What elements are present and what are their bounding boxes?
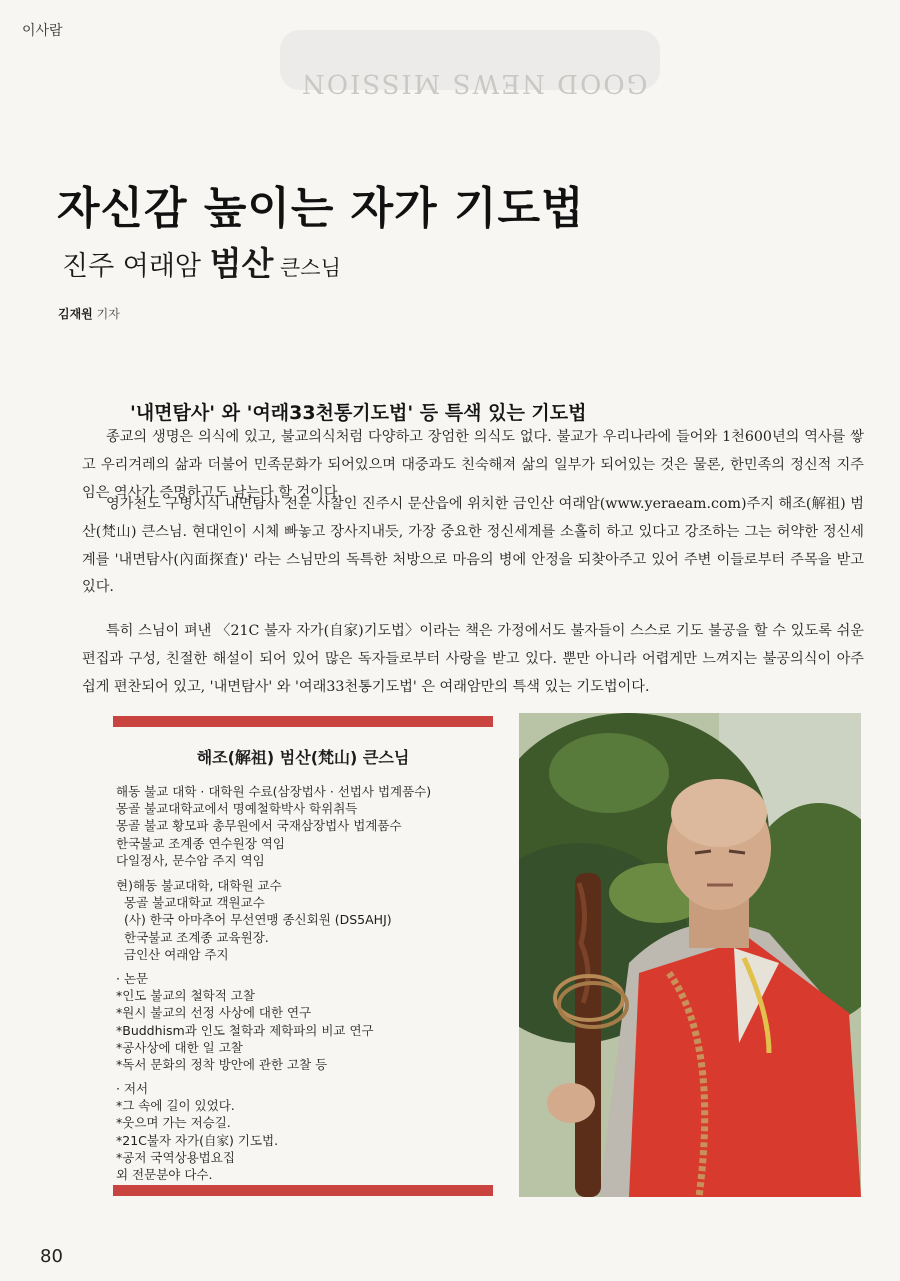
profile-line: *Buddhism과 인도 철학과 제학파의 비교 연구 [116,1022,374,1038]
profile-papers [116,970,374,1073]
profile-line: 한국불교 조계종 연수원장 역임 [116,835,285,851]
subhead-suffix: 큰스님 [273,256,341,280]
body-paragraph: 영가천도 구병시식 내면탐사 전문 사찰인 진주시 문산읍에 위치한 금인산 여래암(www.yeraeam.com)주지 해조(解祖) 범산(梵山) 큰스님. 현대인이 시체 빠놓고 장사지내듯, 가장 중요한 정신세계를 소홀히 하고 있다고 강조하는 그는 허약한 정신세계를 '내면탐사(內面探査)' 라는 스님만의 독특한 처방으로 마음의 병에 안정을 되찾아주고 있어 주변 이들로부터 주목을 받고 있다. [82,496,864,596]
profile-line: 해동 불교 대학 · 대학원 수료(삼장법사 · 선법사 법계품수) [116,784,432,799]
profile-line: *원시 불교의 선정 사상에 대한 연구 [116,1005,312,1021]
section-label: 이사람 [22,23,63,39]
page-number: 80 [40,1246,63,1267]
monk-portrait-photo [519,713,861,1197]
profile-current [116,877,392,963]
subhead-prefix: 진주 여래암 [62,251,210,282]
profile-line: 금인산 여래암 주지 [124,946,229,962]
profile-line: 현)해동 불교대학, 대학원 교수 [116,878,282,893]
profile-line: 몽골 불교 황모파 총무원에서 국재삼장법사 법계품수 [116,818,402,834]
profile-line: *공저 국역상용법요집 [116,1149,235,1165]
profile-rule-top [113,716,493,727]
profile-line: 몽골 불교대학교 객원교수 [124,895,265,911]
body-paragraph: 특히 스님이 펴낸 〈21C 불자 자가(自家)기도법〉이라는 책은 가정에서도 불자들이 스스로 기도 불공을 할 수 있도록 쉬운 편집과 구성, 친절한 해설이 되어 있어 많은 독자들로부터 사랑을 받고 있다. 뿐만 아니라 어렵게만 느껴지는 불공의식이 아주 쉽게 편찬되어 있고, '내면탐사' 와 '여래33천통기도법' 은 여래암만의 특색 있는 기도법이다. [82,623,864,695]
profile-line: 다일정사, 문수암 주지 역임 [116,852,265,868]
body-paragraph: 종교의 생명은 의식에 있고, 불교의식처럼 다양하고 장엄한 의식도 없다. 불교가 우리나라에 들어와 1천600년의 역사를 쌓고 우리겨레의 삶과 더불어 민족문화가 되어있으며 대중과도 친숙해져 삶의 일부가 되어있는 것은 물론, 한민족의 정신적 지주임은 역사가 증명하고도 남는다 할 것이다. [82,429,864,501]
section-heading: '내면탐사' 와 '여래33천통기도법' 등 특색 있는 기도법 [130,402,587,424]
profile-line: *그 속에 길이 있었다. [116,1098,235,1114]
profile-line: *독서 문화의 정착 방안에 관한 고찰 등 [116,1057,328,1073]
profile-line: *인도 불교의 철학적 고찰 [116,988,255,1004]
subhead [62,238,341,285]
profile-rule-bottom [113,1185,493,1196]
profile-books [116,1080,278,1183]
byline-name: 김재원 [58,307,93,321]
subhead-name: 범산 [209,244,274,283]
profile-line: 몽골 불교대학교에서 명예철학박사 학위취득 [116,801,358,817]
profile-line: 한국불교 조계종 교육원장. [124,929,269,945]
byline [58,305,120,322]
profile-line: *공사상에 대한 일 고찰 [116,1039,243,1055]
profile-line: *웃으며 가는 저승길. [116,1115,231,1131]
profile-title: 해조(解祖) 범산(梵山) 큰스님 [196,748,410,767]
profile-career [116,783,431,869]
profile-line: (사) 한국 아마추어 무선연맹 종신회원 (DS5AHJ) [124,912,392,928]
profile-line: · 논문 [116,971,149,986]
banner-text: GOOD NEWS MISSION [300,68,648,98]
profile-line: · 저서 [116,1081,149,1096]
byline-role: 기자 [96,307,120,321]
headline: 자신감 높이는 자가 기도법 [57,183,585,234]
profile-line: *21C불자 자가(自家) 기도법. [116,1132,279,1148]
profile-line: 외 전문분야 다수. [116,1167,213,1183]
